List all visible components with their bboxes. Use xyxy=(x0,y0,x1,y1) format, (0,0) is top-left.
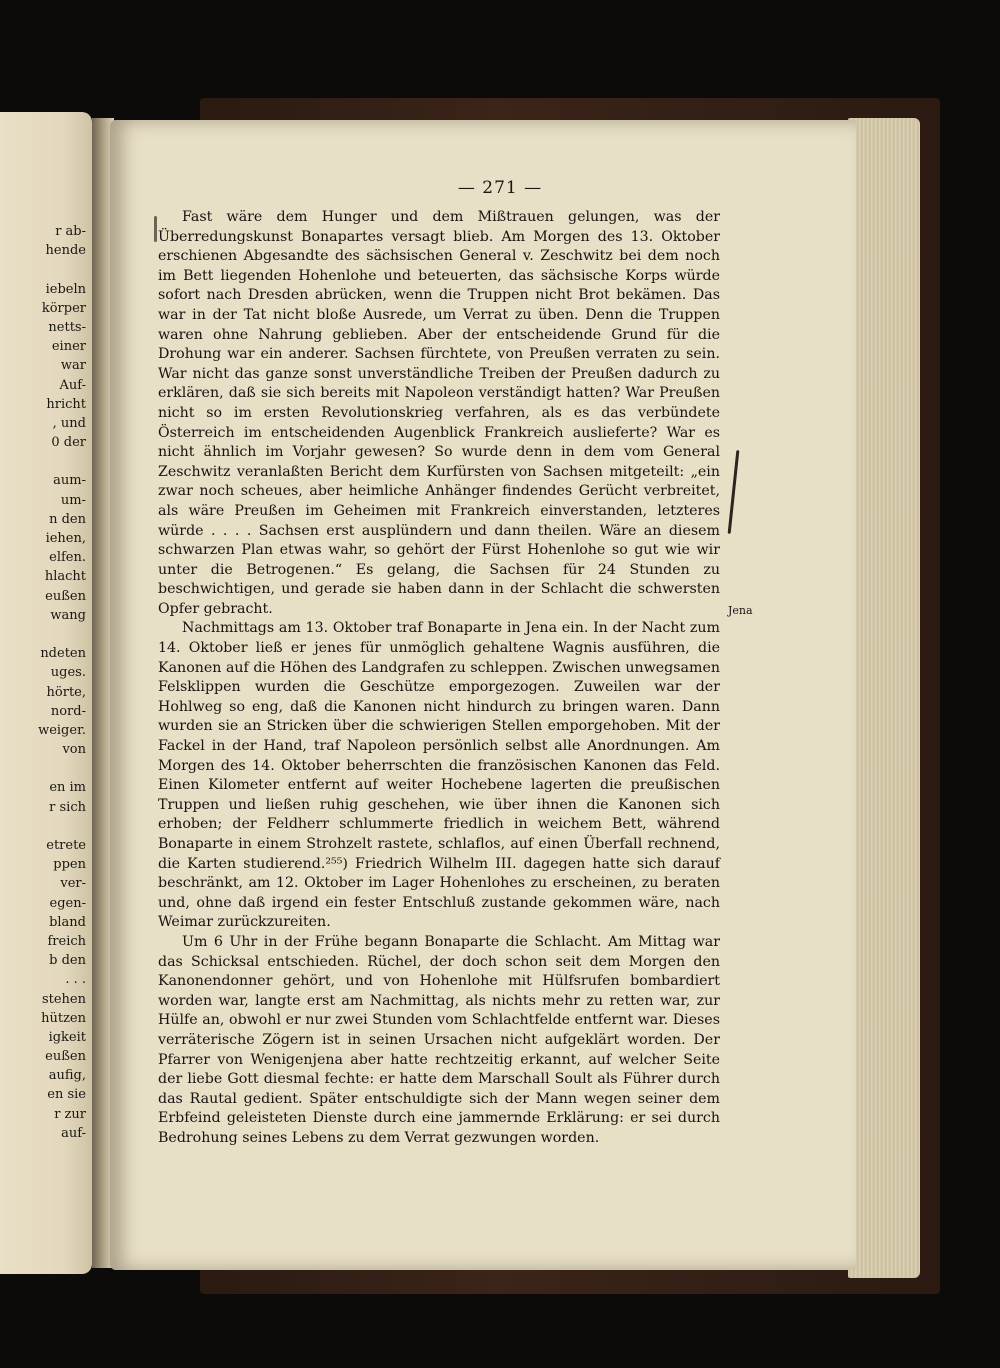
left-page-fragment: elfen. xyxy=(49,550,86,566)
left-page-fragment: bland xyxy=(49,914,86,930)
left-page-fragment: en im xyxy=(49,780,86,796)
left-page-fragment: netts- xyxy=(48,319,86,335)
left-page-fragment xyxy=(38,625,86,644)
left-page-fragment: r zur xyxy=(54,1106,86,1122)
left-page-fragment xyxy=(38,817,86,836)
left-page-fragment: hende xyxy=(45,243,86,259)
left-page-fragment: hlacht xyxy=(44,569,86,585)
left-page-fragment: . . . xyxy=(65,972,86,988)
left-page-fragment xyxy=(38,759,86,778)
left-page-fragment: iebeln xyxy=(45,281,86,297)
left-page-text-fragments xyxy=(38,222,86,1143)
page-edge-stack xyxy=(848,118,920,1278)
page-body-text xyxy=(158,208,720,1149)
left-page-fragment: r sich xyxy=(49,799,86,815)
left-page-fragment: n den xyxy=(49,511,86,527)
left-page-fragment: körper xyxy=(41,300,86,316)
left-page-fragment: iehen, xyxy=(45,531,86,546)
left-page-fragment: hörte, xyxy=(46,684,86,700)
left-page-fragment xyxy=(38,260,86,279)
left-page-fragment: auf- xyxy=(61,1125,86,1141)
left-page-fragment: aufig, xyxy=(48,1068,86,1084)
left-page-fragment: etrete xyxy=(46,838,86,853)
left-page-fragment: en sie xyxy=(47,1087,86,1103)
paragraph: Nachmittags am 13. Oktober traf Bonaparte in Jena ein. In der Nacht zum 14. Oktober ließ er jenes für unmöglich gehaltene Wagnis ausführen, die Kanonen auf die Höhen des Landgrafen zu schleppen. Zwischen unwegsamen Felsklippen wurden die Geschütze emporgezogen. Zuweilen war der Hohlweg so eng, daß die Kanonen nicht hindurch zu bringen waren. Dann wurden sie an Stricken über die schwierigen Stellen emporgehoben. Mit der Fackel in der Hand, traf Napoleon persönlich selbst alle Anordnungen. Am Morgen des 14. Oktober beherrschten die französischen Kanonen das Feld. Einen Kilometer entfernt auf weiter Hochebene lagerten die preußischen Truppen und ließen ruhig geschehen, wie über ihnen die Kanonen sich erhoben; der Feldherr schlummerte friedlich in weichem Bett, während Bonaparte in einem Strohzelt rastete, schlaflos, auf einen Überfall rechnend, die Karten studierend.²⁵⁵) Friedrich Wilhelm III. dagegen hatte sich darauf beschränkt, am 12. Oktober im Lager Hohenlohes zu erscheinen, zu beraten und, ohne daß irgend ein fester Entschluß zustande gekommen wäre, nach Weimar zurückzureiten. xyxy=(158,620,720,931)
left-page-fragment: , und xyxy=(52,415,86,431)
left-page-fragment: eußen xyxy=(45,1049,86,1065)
left-page-fragment: hricht xyxy=(46,396,86,412)
paragraph: Um 6 Uhr in der Frühe begann Bonaparte die Schlacht. Am Mittag war das Schicksal entschieden. Rüchel, der doch schon seit dem Morgen den Kanonendonner gehört, und von Hohenlohe mit Hülfsrufen bombardiert worden war, langte erst am Nachmittag, als nichts mehr zu retten war, zur Hülfe an, obwohl er nur zwei Stunden vom Schlachtfelde entfernt war. Dieses verräterische Zögern ist in seinen Ursachen nicht aufgeklärt worden. Der Pfarrer von Wenigenjena aber hatte rechtzeitig erkannt, auf welcher Seite der liebe Gott diesmal fechte: er hatte dem Marschall Soult als Führer durch das Rautal gedient. Später entschuldigte sich der Mann wegen seiner dem Erbfeind geleisteten Dienste durch eine jammernde Erklärung: er sei durch Bedrohung seines Lebens zu dem Verrat gezwungen worden. xyxy=(158,933,720,1146)
left-page-fragment: ndeten xyxy=(40,646,86,662)
left-page-fragment: 0 der xyxy=(51,435,86,451)
left-page-fragment: egen- xyxy=(49,895,86,911)
left-page-fragment: nord- xyxy=(50,703,86,719)
left-page-fragment: uges. xyxy=(50,665,86,681)
paragraph: Fast wäre dem Hunger und dem Mißtrauen gelungen, was der Überredungskunst Bonapartes versagt blieb. Am Morgen des 13. Oktober erschienen Abgesandte des sächsischen General v. Zeschwitz bei dem noch im Bett liegenden Hohenlohe und beteuerten, das sächsische Korps würde sofort nach Dresden abrücken, wenn die Truppen nicht Brot bekämen. Das war in der Tat nicht bloße Ausrede, um Verrat zu üben. Denn die Truppen waren ohne Nahrung geblieben. Aber der entscheidende Grund für die Drohung war ein anderer. Sachsen fürchtete, von Preußen verraten zu sein. War nicht das ganze sonst unverständliche Treiben der Preußen dadurch zu erklären, daß sie sich bereits mit Napoleon verständigt hatten? War Preußen nicht so im ersten Revolutionskrieg verfahren, als es das verbündete Österreich im entscheidenden Augenblick Frankreich auslieferte? War es nicht ähnlich im Vorjahr gewesen? So wurde denn in dem vom General Zeschwitz veranlaßten Bericht dem Kurfürsten von Sachsen mitgeteilt: „ein zwar noch scheues, aber heimliche Anhänger findendes Gerücht verbreitet, als wäre Preußen im Geheimen mit Frankreich einverstanden, letzteres würde . . . . Sachsen erst ausplündern und dann theilen. Wäre an diesem schwarzen Plan etwas wahr, so gehört der Fürst Hohenlohe so gut wie wir unter die Betrogenen.“ Es gelang, die Sachsen für 24 Stunden zu beschwichtigen, und gerade sie haben dann in der Schlacht die schwersten Opfer gebracht. xyxy=(158,209,720,617)
left-page-fragment: um- xyxy=(60,492,86,508)
left-page-fragment: hützen xyxy=(41,1010,86,1026)
left-page-fragment xyxy=(38,452,86,471)
right-page xyxy=(110,120,856,1270)
left-page-fragment: aum- xyxy=(53,473,86,489)
left-page xyxy=(0,112,92,1274)
left-page-fragment: igkeit xyxy=(48,1029,86,1045)
left-page-fragment: freich xyxy=(47,933,86,949)
left-page-fragment: eußen xyxy=(45,588,86,604)
left-page-fragment: einer xyxy=(51,339,86,355)
pencil-mark-left xyxy=(154,216,157,242)
page-number: — 271 — xyxy=(457,178,543,198)
left-page-fragment: war xyxy=(60,358,86,374)
left-page-fragment: weiger. xyxy=(38,722,86,738)
left-page-fragment: ver- xyxy=(60,876,86,892)
left-page-fragment: ppen xyxy=(53,857,86,873)
margin-note: Jena xyxy=(728,604,753,617)
left-page-fragment: b den xyxy=(49,953,86,969)
left-page-fragment: wang xyxy=(50,607,86,623)
pencil-margin-mark xyxy=(728,450,740,534)
left-page-fragment: von xyxy=(62,742,86,758)
left-page-fragment: r ab- xyxy=(55,224,86,239)
left-page-fragment: stehen xyxy=(41,991,86,1007)
left-page-fragment: Auf- xyxy=(59,377,86,393)
